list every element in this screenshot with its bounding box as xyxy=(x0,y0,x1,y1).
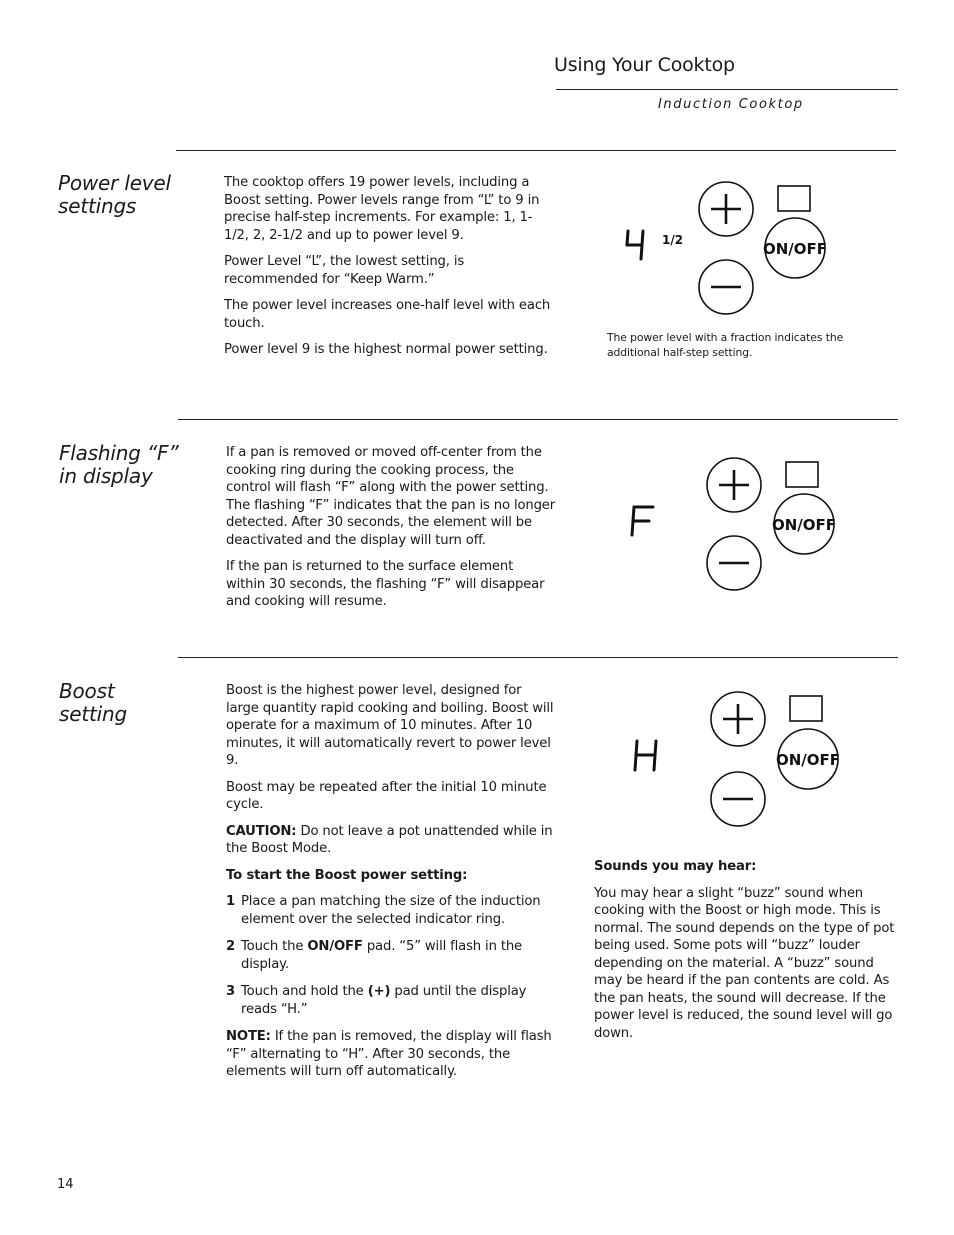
minus-icon xyxy=(699,260,753,314)
step-text-post: pad until the display reads “H.” xyxy=(241,984,527,1017)
display-letter-h xyxy=(635,741,656,770)
section-divider xyxy=(178,657,898,658)
onoff-label: ON/OFF xyxy=(771,516,837,534)
caution-paragraph xyxy=(226,823,556,858)
control-panel-diagram-power xyxy=(610,176,840,321)
indicator-square xyxy=(778,186,810,211)
section-body-flashing-f xyxy=(226,444,556,620)
step-text-pre: Touch and hold the xyxy=(241,984,368,999)
diagram-caption: The power level with a fraction indicates the additional half-step setting. xyxy=(607,331,844,359)
step-text: Place a pan matching the size of the induction element over the selected indicator ring. xyxy=(241,894,541,927)
step-item xyxy=(226,893,556,928)
section-body-boost xyxy=(226,682,556,1090)
section-divider xyxy=(178,419,898,420)
section-body-power-level xyxy=(224,174,554,368)
section-title-power-level xyxy=(58,172,171,218)
control-panel-diagram-flashing xyxy=(618,452,848,597)
paragraph: The power level increases one-half level with each touch. xyxy=(224,298,551,331)
display-fraction: 1/2 xyxy=(662,233,684,247)
onoff-label: ON/OFF xyxy=(762,240,828,258)
section-divider xyxy=(176,150,896,151)
plus-icon xyxy=(707,458,761,512)
section-title-line: Power level xyxy=(58,171,171,195)
sounds-heading: Sounds you may hear: xyxy=(594,859,757,874)
step-number: 1 xyxy=(226,894,236,909)
step-text-pre: Touch the xyxy=(241,939,308,954)
section-title-boost xyxy=(59,680,127,726)
section-title-line: setting xyxy=(59,702,127,726)
note-label: NOTE: xyxy=(226,1029,271,1044)
page-number: 14 xyxy=(57,1177,74,1192)
page-subtitle: Induction Cooktop xyxy=(658,97,804,112)
section-title-line: in display xyxy=(59,464,153,488)
sounds-block xyxy=(594,858,904,1051)
caution-text: Do not leave a pot unattended while in the Boost Mode. xyxy=(226,823,553,856)
minus-icon xyxy=(707,536,761,590)
step-number: 2 xyxy=(226,939,236,954)
indicator-square xyxy=(790,696,822,721)
plus-icon xyxy=(711,692,765,746)
header-divider xyxy=(556,89,898,90)
step-text-bold: ON/OFF xyxy=(307,939,363,954)
onoff-label: ON/OFF xyxy=(775,751,841,769)
display-digit-4 xyxy=(627,231,643,259)
step-item xyxy=(226,938,556,973)
paragraph: Power Level “L”, the lowest setting, is recommended for “Keep Warm.” xyxy=(224,254,465,287)
section-title-flashing-f xyxy=(59,442,179,488)
section-title-line: Flashing “F” xyxy=(59,441,179,465)
step-text xyxy=(241,983,556,1018)
minus-icon xyxy=(711,772,765,826)
control-panel-diagram-boost xyxy=(622,684,852,829)
note-paragraph xyxy=(226,1028,556,1081)
step-text-bold: (+) xyxy=(367,984,391,999)
step-text-post: pad. “5” will flash in the display. xyxy=(241,939,523,972)
plus-icon xyxy=(699,182,753,236)
caution-label: CAUTION: xyxy=(226,823,297,839)
paragraph: Boost may be repeated after the initial 10 minute cycle. xyxy=(226,779,547,812)
page-title: Using Your Cooktop xyxy=(554,54,735,76)
step-number: 3 xyxy=(226,984,236,999)
section-title-line: settings xyxy=(58,194,137,218)
paragraph: The cooktop offers 19 power levels, including a Boost setting. Power levels range from “L” to 9 in precise half-step increments. For example: 1, 1-1/2, 2, 2-1/2 and up to power level 9. xyxy=(224,175,540,243)
sounds-text: You may hear a slight “buzz” sound when cooking with the Boost or high mode. This is normal. The sound depends on the type of pot being used. Some pots will “buzz” louder depending on the material. A “buzz” sound may be heard if the pan contents are cold. As the pan heats, the sound will decrease. If the power level is reduced, the sound level will go down. xyxy=(594,885,895,1041)
note-text: If the pan is removed, the display will flash “F” alternating to “H”. After 30 seconds, the elements will turn off automatically. xyxy=(226,1029,552,1079)
section-title-line: Boost xyxy=(59,679,115,703)
steps-heading: To start the Boost power setting: xyxy=(226,867,468,883)
paragraph: If a pan is removed or moved off-center from the cooking ring during the cooking process, the control will flash “F” along with the power setting. The flashing “F” indicates that the pan is no longer detected. After 30 seconds, the element will be deactivated and the display will turn off. xyxy=(226,445,556,548)
display-letter-f xyxy=(632,507,653,535)
paragraph: Power level 9 is the highest normal power setting. xyxy=(224,342,548,357)
step-item xyxy=(226,983,556,1018)
indicator-square xyxy=(786,462,818,487)
paragraph: Boost is the highest power level, designed for large quantity rapid cooking and boiling. Boost will operate for a maximum of 10 minutes. After 10 minutes, it will automatically revert to power level 9. xyxy=(226,683,554,768)
step-text xyxy=(241,938,556,973)
paragraph: If the pan is returned to the surface element within 30 seconds, the flashing “F” will disappear and cooking will resume. xyxy=(226,559,545,609)
